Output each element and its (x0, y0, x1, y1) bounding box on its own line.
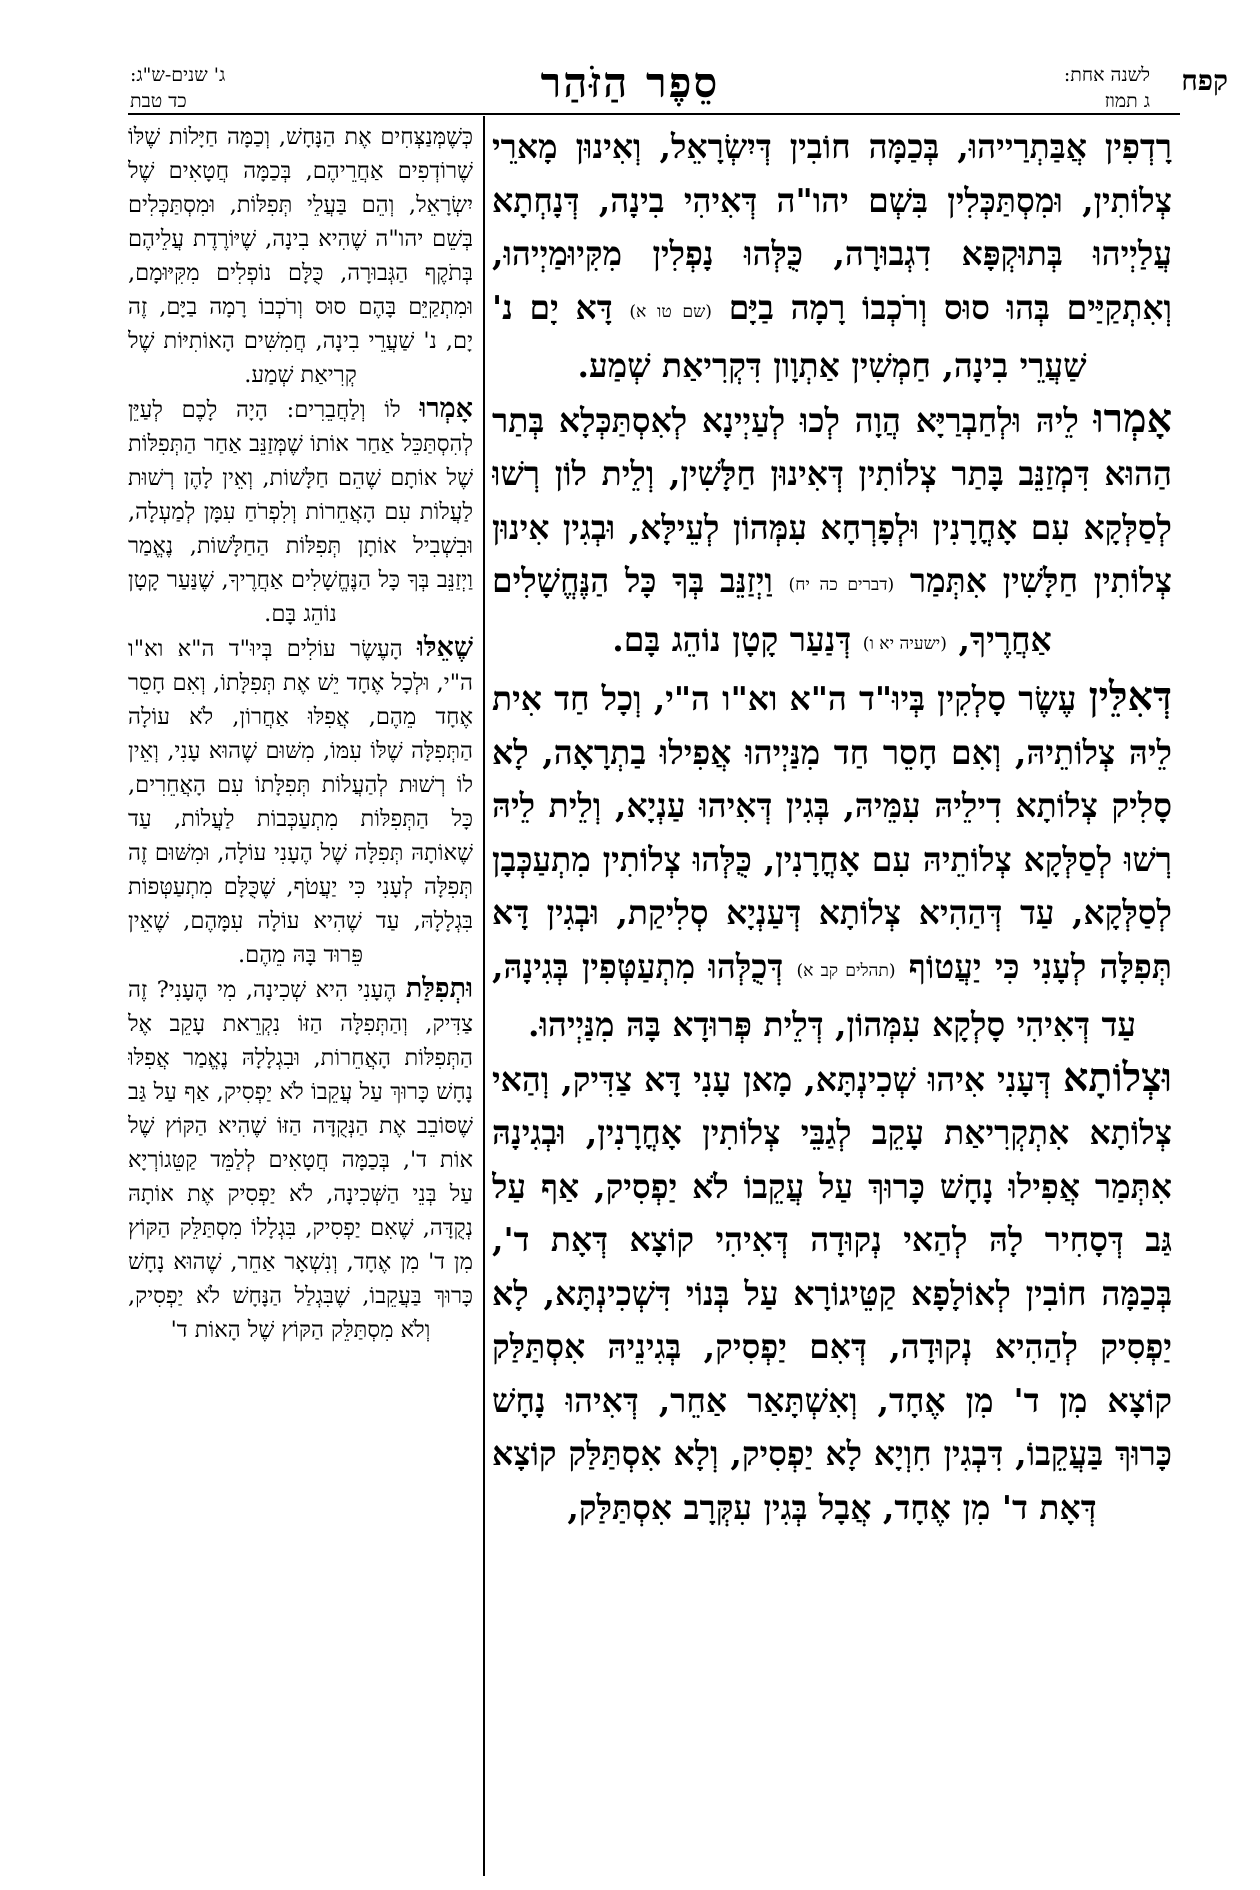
translation-text: כְּשֶׁמְּנַצְּחִים אֶת הַנָּחָשׁ, וְכַמָּה חַיָּלוֹת שֶׁלּוֹ שֶׁרוֹדְפִים אַחֲרֵיהֶם, בְּכַמָּה חֲטָאִים שֶׁל יִשְׂרָאֵל, וְהֵם בַּעֲלֵי תְּפִלּוֹת, וּמִסְתַּכְּלִים בְּשֵׁם יהו"ה שֶׁהִיא בִינָה, שֶׁיּוֹרֶדֶת עֲלֵיהֶם בְּתֹקֶף הַגְּבוּרָה, כֻּלָּם נוֹפְלִים מִקִּיּוּמָם, וּמִתְקַיֵּם בָּהֶם סוּס וְרֹכְבוֹ רָמָה בַיָּם, זֶה יָם, נ' שַׁעֲרֵי בִינָה, חֲמִשִּׁים הָאוֹתִיּוֹת שֶׁל קְרִיאַת שְׁמַע. (128, 124, 473, 388)
translation-text: לוֹ וְלַחֲבֵרִים: הָיָה לָכֶם לְעַיֵּן לְהִסְתַּכֵּל אַחַר אוֹתוֹ שֶׁמְּזַנֵּב אַחַר הַתְּפִלּוֹת שֶׁל אוֹתָם שֶׁהֵם חַלָּשׁוֹת, וְאֵין לָהֶן רְשׁוּת לַעֲלוֹת עִם הָאֲחֵרוֹת וְלִפְרֹחַ עִמָּן לְמַעְלָה, וּבִשְׁבִיל אוֹתָן תְּפִלּוֹת הַחַלָּשׁוֹת, נֶאֱמַר וַיְזַנֵּב בְּךָ כָּל הַנֶּחֱשָׁלִים אַחֲרֶיךָ, שֶׁנַּעַר קָטָן נוֹהֵג בָּם. (128, 397, 473, 627)
scripture-source-ref: (שם טו א) (629, 301, 712, 322)
header-rule (128, 113, 1180, 115)
translation-paragraph (128, 392, 473, 631)
paragraph-lead-word: אָמְרוּ (1093, 395, 1172, 442)
scripture-source-ref: (דברים כה יח) (788, 575, 895, 595)
page-header (0, 58, 1260, 118)
scripture-source-ref: (תהלים קב א) (796, 960, 896, 981)
paragraph-lead-word: וּצְלוֹתָא (1062, 1054, 1172, 1101)
study-schedule-three-year (130, 62, 225, 114)
paragraph-lead-word: אָמְרוּ (419, 393, 473, 424)
translation-paragraph (128, 120, 473, 392)
aramaic-paragraph (492, 120, 1172, 393)
schedule-label-one-year: לשנה אחת: (1063, 64, 1150, 86)
paragraph-lead-word: וּתְפִלַּת (405, 973, 473, 1004)
aramaic-text: דָּא יָם נ' שַׁעֲרֵי בִינָה, חַמְשִׁין אַתְוָון דִּקְרִיאַת שְׁמַע. (492, 287, 1087, 385)
paragraph-lead-word: דְּאִלֵּין (1088, 674, 1172, 720)
schedule-date-three-year: כד טבת (130, 90, 187, 112)
aramaic-paragraph (492, 1052, 1172, 1535)
scripture-source-ref: (ישעיה יא ו) (862, 633, 947, 654)
schedule-label-three-year: ג' שנים-ש"ג: (130, 64, 226, 86)
aramaic-text: עֶשֶׂר סָלְקִין בְּיוּ"ד ה"א וא"ו ה"י, וְכָל חַד אִית לֵיהּ צְלוֹתֵיהּ, וְאִם חָסֵר חַד מִנַּיְיהוּ אֲפִילוּ בַתְרָאָה, לָא סָלִיק צְלוֹתָא דִילֵיהּ עִמֵּיהּ, בְּגִין דְּאִיהוּ עַנְיָא, וְלֵית לֵיהּ רְשׁוּ לְסַלְּקָא צְלוֹתֵיהּ עִם אָחֳרָנִין, כֻּלְּהוּ צְלוֹתִין מִתְעַכְּבָן לְסַלְּקָא, עַד דְּהַהִיא צְלוֹתָא דְּעַנְיָא סְלִיקַת, וּבְגִין דָּא תְּפִלָּה לְעָנִי כִּי יַעֲטוֹף (492, 679, 1172, 986)
page-number: קפח (1181, 64, 1228, 97)
translation-paragraph (128, 972, 473, 1347)
aramaic-text: לֵיהּ וּלְחַבְרַיָּא הֲוָה לְכוּ לְעַיְינָא לְאִסְתַּכְּלָא בְּתַר הַהוּא דִּמְזַנֵּב בָּתַר צְלוֹתִין דְּאִינוּן חַלָּשִׁין, וְלֵית לוֹן רְשׁוּ לְסַלְּקָא עִם אָחֳרָנִין וּלְפָרְחָא עִמְּהוֹן לְעֵילָּא, וּבְגִין אִינוּן צְלוֹתִין חַלָּשִׁין אִתְּמַר (492, 400, 1172, 600)
schedule-date-one-year: ג תמוז (1104, 90, 1150, 112)
translation-paragraph (128, 631, 473, 972)
aramaic-text: רָדְפִין אֲבַּתְרַייהוּ, בְּכַמָּה חוֹבִין דְּיִשְׂרָאֵל, וְאִינוּן מָארֵי צְלוֹתִין, וּמִסְתַּכְּלִין בִּשְׁם יהו"ה דְּאִיהִי בִינָה, דְּנָחְתָא עֲלַיְיהוּ בְּתוּקְפָּא דִגְבוּרָה, כֻּלְּהוּ נָפְלִין מִקִּיוּמַיְיהוּ, וְאִתְקַיַּים בְּהוּ סוּס וְרֹכְבוֹ רָמָה בַיָּם (492, 127, 1172, 327)
translation-text: הָעֶשֶׂר עוֹלִים בְּיוּ"ד ה"א וא"ו ה"י, וּלְכָל אֶחָד יֵשׁ אֶת תְּפִלָּתוֹ, וְאִם חָסֵר אֶחָד מֵהֶם, אֲפִלּוּ אַחֲרוֹן, לֹא עוֹלָה הַתְּפִלָּה שֶׁלּוֹ עִמּוֹ, מִשּׁוּם שֶׁהוּא עָנִי, וְאֵין לוֹ רְשׁוּת לְהַעֲלוֹת תְּפִלָּתוֹ עִם הָאֲחֵרִים, כָּל הַתְּפִלּוֹת מִתְעַכְּבוֹת לַעֲלוֹת, עַד שֶׁאוֹתָהּ תְּפִלָּה שֶׁל הֶעָנִי עוֹלָה, וּמִשּׁוּם זֶה תְּפִלָּה לְעָנִי כִּי יַעֲטֹף, שֶׁכֻּלָּם מִתְעַטְּפוֹת בִּגְלָלָהּ, עַד שֶׁהִיא עוֹלָה עִמָּהֶם, שֶׁאֵין פֵּרוּד בָּהּ מֵהֶם. (128, 636, 473, 968)
aramaic-paragraph (492, 671, 1172, 1052)
paragraph-lead-word: שֶׁאֵלּוּ (417, 632, 473, 663)
book-title: סֵפֶר הַזֹּהַר (540, 58, 720, 107)
aramaic-text: דְּכֻלְּהוּ מִתְעַטְּפִין בְּגִינָהּ, עַד דְּאִיהִי סָלְקָא עִמְּהוֹן, דְּלֵית פְּרוּדָא בָּהּ מִנַּיְיהוּ. (492, 946, 1137, 1044)
aramaic-text: דְּנַעַר קָטָן נוֹהֵג בָּם. (612, 619, 863, 659)
aramaic-paragraph (492, 393, 1172, 672)
column-divider (483, 116, 485, 1876)
aramaic-text: וַיְזַנֵּב בְּךָ כָּל הַנֶּחֱשָׁלִים אַחֲרֶיךָ, (492, 561, 1052, 659)
aramaic-text-column (492, 120, 1172, 1860)
hebrew-translation-column (128, 120, 473, 1860)
translation-text: הֶעָנִי הִיא שְׁכִינָה, מִי הֶעָנִי? זֶה צַדִּיק, וְהַתְּפִלָּה הַזּוֹ נִקְרֵאת עָקֵב אֶל הַתְּפִלּוֹת הָאֲחֵרוֹת, וּבִגְלָלָהּ נֶאֱמַר אֲפִלּוּ נָחָשׁ כָּרוּךְ עַל עֲקֵבוֹ לֹא יַפְסִיק, אַף עַל גַּב שֶׁסּוֹבֵב אֶת הַנְּקֻדָּה הַזּוֹ שֶׁהִיא הַקּוֹץ שֶׁל אוֹת ד', בְּכַמָּה חֲטָאִים לְלַמֵּד קַטֵּגוֹרְיָא עַל בְּנֵי הַשְּׁכִינָה, לֹא יַפְסִיק אֶת אוֹתָהּ נְקֻדָּה, שֶׁאִם יַפְסִיק, בִּגְלָלוֹ מִסְתַּלֵּק הַקּוֹץ מִן ד' מִן אֶחָד, וְנִשְׁאָר אַחֵר, שֶׁהוּא נָחָשׁ כָּרוּךְ בַּעֲקֵבוֹ, שֶׁבִּגְלַל הַנָּחָשׁ לֹא יַפְסִיק, וְלֹא מִסְתַּלֵּק הַקּוֹץ שֶׁל הָאוֹת ד' (128, 977, 473, 1343)
aramaic-text: דְּעָנִי אִיהוּ שְׁכִינְתָּא, מָאן עָנִי דָּא צַדִּיק, וְהַאי צְלוֹתָא אִתְקְרִיאַת עָקֵב לְגַבֵּי צְלוֹתִין אָחֳרָנִין, וּבְגִינָהּ אִתְּמַר אֲפִילוּ נָחָשׁ כָּרוּךְ עַל עֲקֵבוֹ לֹא יַפְסִיק, אַף עַל גַּב דְּסָחִיר לָהּ לְהַאי נְקוּדָה דְּאִיהִי קוֹצָא דְּאָת ד', בְּכַמָּה חוֹבִין לְאוֹלָפָא קַטֵּיגוֹרָא עַל בְּנוֹי דִּשְׁכִינְתָּא, לָא יַפְסִיק לְהַהִיא נְקוּדָה, דְּאִם יַפְסִיק, בְּגִינֵיהּ אִסְתַּלַּק קוֹצָא מִן ד' מִן אֶחָד, וְאִשְׁתָּאַר אַחֵר, דְּאִיהוּ נָחָשׁ כָּרוּךְ בַּעֲקֵבוֹ, דִּבְגִין חִוְיָא לָא יַפְסִיק, וְלָא אִסְתַּלַּק קוֹצָא דְּאָת ד' מִן אֶחָד, אֲבָל בְּגִין עִקְּרָב אִסְתַּלַּק, (492, 1059, 1172, 1527)
